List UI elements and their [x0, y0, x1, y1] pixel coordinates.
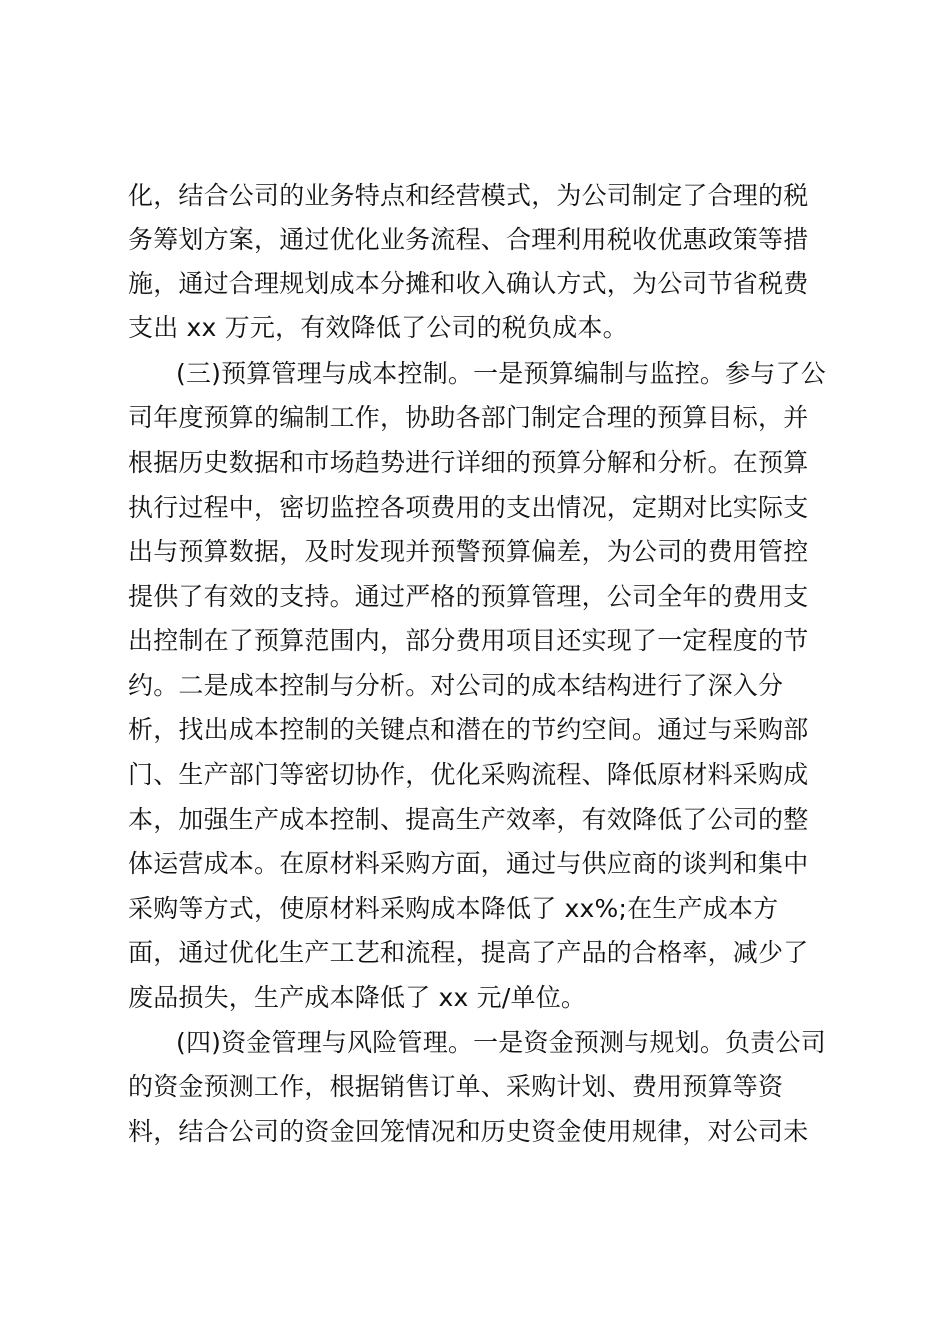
- text-line: 执行过程中，密切监控各项费用的支出情况，定期对比实际支: [128, 493, 809, 522]
- text-line: 司年度预算的编制工作，协助各部门制定合理的预算目标，并: [128, 403, 809, 432]
- text-line: 采购等方式，使原材料采购成本降低了 xx%;在生产成本方: [128, 894, 779, 923]
- text-line: 出控制在了预算范围内，部分费用项目还实现了一定程度的节: [128, 626, 809, 655]
- section-heading-line: (三)预算管理与成本控制。一是预算编制与监控。参与了公: [176, 359, 826, 388]
- text-line: 化，结合公司的业务特点和经营模式，为公司制定了合理的税: [128, 181, 809, 210]
- text-line: 废品损失，生产成本降低了 xx 元/单位。: [128, 983, 587, 1012]
- text-line: 提供了有效的支持。通过严格的预算管理，公司全年的费用支: [128, 582, 809, 611]
- text-line: 料，结合公司的资金回笼情况和历史资金使用规律，对公司未: [128, 1117, 809, 1146]
- text-line: 的资金预测工作，根据销售订单、采购计划、费用预算等资: [128, 1072, 784, 1101]
- text-line: 体运营成本。在原材料采购方面，通过与供应商的谈判和集中: [128, 849, 809, 878]
- text-line: 施，通过合理规划成本分摊和收入确认方式，为公司节省税费: [128, 269, 809, 298]
- text-line: 本，加强生产成本控制、提高生产效率，有效降低了公司的整: [128, 805, 809, 834]
- text-line: 约。二是成本控制与分析。对公司的成本结构进行了深入分: [128, 671, 784, 700]
- text-line: 务筹划方案，通过优化业务流程、合理利用税收优惠政策等措: [128, 225, 809, 254]
- text-line: 出与预算数据，及时发现并预警预算偏差，为公司的费用管控: [128, 537, 809, 566]
- text-line: 析，找出成本控制的关键点和潜在的节约空间。通过与采购部: [128, 715, 809, 744]
- text-line: 支出 xx 万元，有效降低了公司的税负成本。: [128, 313, 628, 342]
- text-line: 门、生产部门等密切协作，优化采购流程、降低原材料采购成: [128, 760, 809, 789]
- section-heading-line: (四)资金管理与风险管理。一是资金预测与规划。负责公司: [176, 1028, 826, 1057]
- text-line: 根据历史数据和市场趋势进行详细的预算分解和分析。在预算: [128, 448, 809, 477]
- text-line: 面，通过优化生产工艺和流程，提高了产品的合格率，减少了: [128, 938, 809, 967]
